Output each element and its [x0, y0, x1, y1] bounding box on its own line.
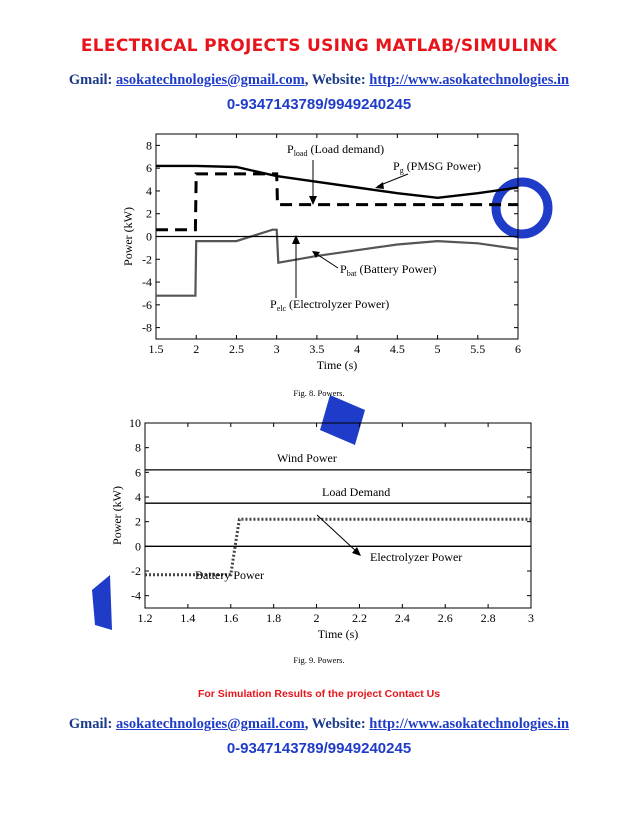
website-label: , Website:: [304, 72, 366, 88]
y-tick-label: -6: [142, 297, 152, 312]
x-tick-label: 1.4: [180, 611, 196, 625]
y-axis-label: Power (kW): [121, 207, 135, 266]
x-tick-label: 5: [434, 342, 441, 356]
annotation-wind: Wind Power: [277, 451, 337, 465]
arrowhead-pg: [375, 182, 384, 189]
x-tick-label: 3.5: [309, 342, 325, 356]
y-tick-label: -8: [142, 320, 152, 335]
annotation-load: Load Demand: [322, 485, 391, 499]
x-axis-label: Time (s): [316, 358, 358, 372]
y-tick-label: 6: [146, 161, 152, 176]
y-tick-label: 10: [129, 416, 141, 430]
x-tick-label: 4: [354, 342, 361, 356]
x-tick-label: 2: [313, 611, 320, 625]
x-tick-label: 2.6: [437, 611, 453, 625]
annotation-pbat: $P_{bat}$ (Battery Power): [340, 262, 437, 278]
gmail-label: Gmail:: [68, 716, 113, 732]
series-line-3: [145, 519, 531, 575]
y-tick-label: 6: [135, 465, 141, 480]
x-tick-label: 2.2: [351, 611, 367, 625]
page-title: ELECTRICAL PROJECTS USING MATLAB/SIMULINK: [80, 36, 558, 56]
x-tick-label: 1.5: [148, 342, 164, 356]
x-tick-label: 2: [193, 342, 200, 356]
footer-phone: 0-9347143789/9949240245: [226, 740, 412, 757]
x-tick-label: 3: [528, 611, 534, 625]
fig8-caption: Fig. 8. Powers.: [293, 388, 345, 398]
x-tick-label: 5.5: [470, 342, 486, 356]
y-tick-label: -2: [131, 564, 141, 578]
x-tick-label: 6: [515, 342, 521, 356]
header-phone: 0-9347143789/9949240245: [226, 96, 412, 113]
x-tick-label: 2.5: [228, 342, 244, 356]
y-tick-label: 8: [135, 440, 141, 455]
x-tick-label: 1.2: [137, 611, 153, 625]
fig9-caption: Fig. 9. Powers.: [293, 655, 345, 665]
series-line-2: [156, 230, 518, 296]
y-tick-label: 4: [135, 490, 141, 504]
y-tick-label: -4: [142, 275, 152, 290]
y-tick-label: 4: [146, 183, 152, 198]
y-tick-label: 0: [135, 539, 141, 554]
y-tick-label: -2: [142, 252, 152, 267]
y-tick-label: 2: [146, 206, 152, 221]
x-tick-label: 4.5: [389, 342, 405, 356]
annotation-pload: $P_{load}$ (Load demand): [287, 142, 385, 158]
x-tick-label: 2.8: [480, 611, 496, 625]
x-tick-label: 1.8: [266, 611, 282, 625]
chart-fig9: [95, 415, 545, 655]
annotation-pg: $P_g$ (PMSG Power): [393, 159, 482, 175]
gmail-label: Gmail:: [68, 72, 113, 88]
x-tick-label: 1.6: [223, 611, 239, 625]
contact-cta: For Simulation Results of the project Contact Us: [197, 688, 441, 700]
y-tick-label: 0: [146, 229, 152, 244]
annotation-battery: Battery Power: [195, 568, 264, 582]
y-tick-label: -4: [131, 588, 141, 603]
annotation-pelc: $P_{elc}$ (Electrolyzer Power): [270, 297, 390, 313]
chart-fig8: [100, 128, 540, 378]
footer-contact-line: [0, 716, 638, 733]
email-link[interactable]: asokatechnologies@gmail.com: [116, 716, 305, 732]
website-label: , Website:: [304, 716, 366, 732]
series-line-1: [156, 174, 518, 230]
x-axis-label: Time (s): [317, 627, 359, 641]
annotation-electrolyzer: Electrolyzer Power: [370, 550, 463, 564]
x-tick-label: 2.4: [394, 611, 410, 625]
y-axis-label: Power (kW): [110, 486, 124, 545]
email-link[interactable]: asokatechnologies@gmail.com: [116, 72, 305, 88]
x-tick-label: 3: [273, 342, 280, 356]
website-link[interactable]: http://www.asokatechnologies.in: [369, 716, 570, 732]
y-tick-label: 8: [146, 138, 152, 153]
y-tick-label: 2: [135, 514, 141, 529]
website-link[interactable]: http://www.asokatechnologies.in: [369, 72, 570, 88]
